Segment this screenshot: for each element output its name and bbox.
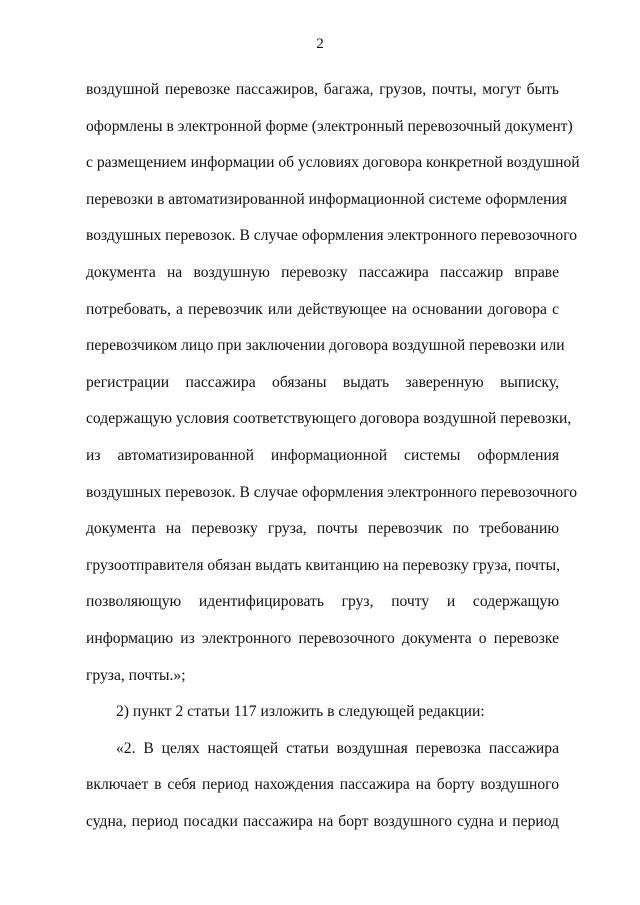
- text-line: воздушных перевозок. В случае оформления электронного перевозочного: [86, 227, 577, 245]
- text-line: с размещением информации об условиях договора конкретной воздушной: [86, 154, 580, 172]
- page-number: 2: [316, 36, 324, 52]
- text-line: воздушных перевозок. В случае оформления электронного перевозочного: [86, 483, 577, 501]
- text-line: позволяющую идентифицировать груз, почту и содержащую: [86, 593, 559, 611]
- text-line: регистрации пассажира обязаны выдать заверенную выписку,: [86, 373, 559, 391]
- text-line: документа на воздушную перевозку пассажира пассажир вправе: [86, 263, 559, 281]
- text-line: из автоматизированной информационной системы оформления: [86, 446, 559, 464]
- text-line: 2) пункт 2 статьи 117 изложить в следующей редакции:: [116, 703, 485, 721]
- text-line: судна, период посадки пассажира на борт воздушного судна и период: [86, 812, 559, 830]
- text-line: включает в себя период нахождения пассажира на борту воздушного: [86, 776, 559, 794]
- text-line: документа на перевозку груза, почты перевозчик по требованию: [86, 520, 559, 538]
- text-line: груза, почты.»;: [86, 666, 186, 684]
- text-line: перевозчиком лицо при заключении договора воздушной перевозки или: [86, 337, 565, 355]
- text-line: грузоотправителя обязан выдать квитанцию на перевозку груза, почты,: [86, 556, 561, 574]
- document-body: [86, 72, 580, 840]
- text-line: «2. В целях настоящей статьи воздушная перевозка пассажира: [116, 739, 559, 757]
- text-line: потребовать, а перевозчик или действующее на основании договора с: [86, 300, 559, 318]
- text-line: информацию из электронного перевозочного документа о перевозке: [86, 629, 559, 647]
- text-line: перевозки в автоматизированной информационной системе оформления: [86, 190, 567, 208]
- text-line: оформлены в электронной форме (электронный перевозочный документ): [86, 117, 573, 135]
- text-line: содержащую условия соответствующего договора воздушной перевозки,: [86, 410, 572, 428]
- text-line: воздушной перевозке пассажиров, багажа, грузов, почты, могут быть: [86, 81, 559, 98]
